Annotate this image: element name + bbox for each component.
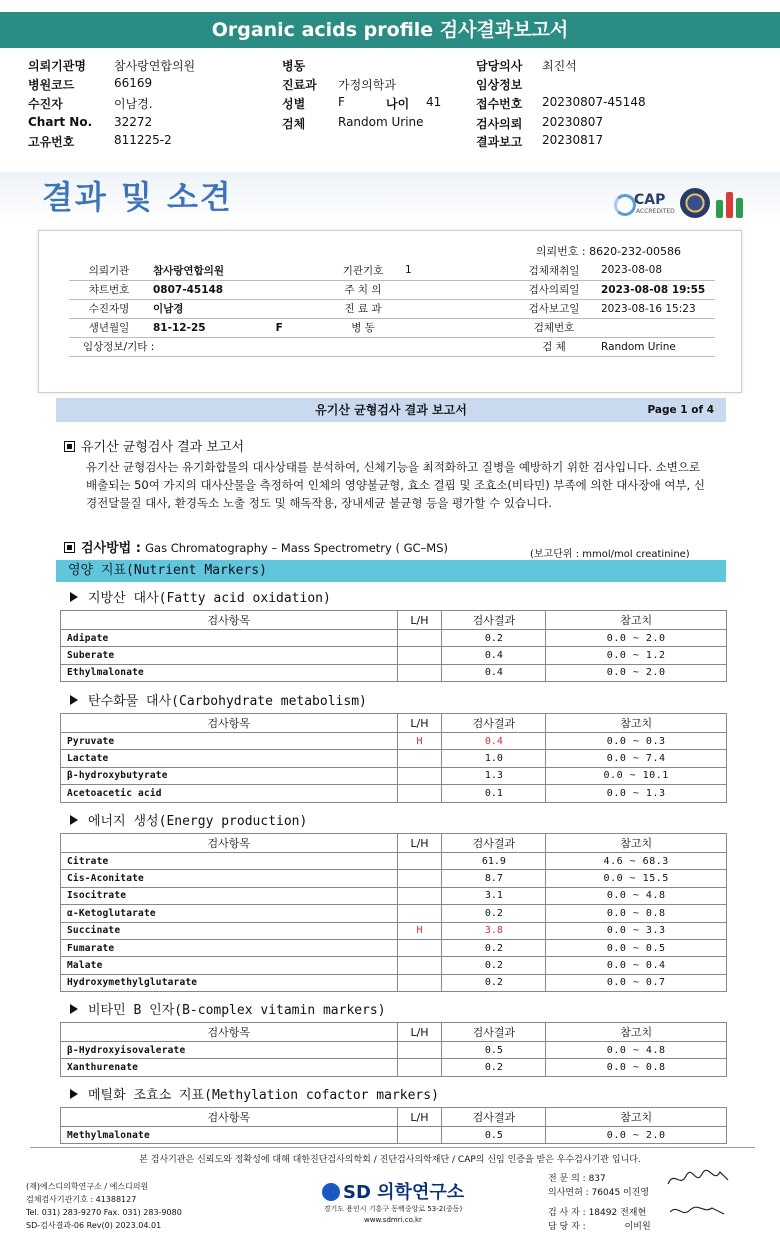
info-label: 검체채취일: [511, 261, 597, 280]
info-label: 수진자명: [69, 299, 149, 318]
cell-ref: 0.0 ~ 0.3: [546, 733, 727, 750]
cell-lh: [397, 957, 442, 974]
birth-date: 81-12-25: [153, 321, 206, 334]
column-header-ref: 참고치: [546, 611, 727, 630]
cell-result: 8.7: [442, 870, 546, 887]
cell-ref: 0.0 ~ 15.5: [546, 870, 727, 887]
column-header-lh: L/H: [397, 1023, 442, 1042]
cell-name: β-hydroxybutyrate: [61, 767, 398, 784]
info-value: [401, 318, 511, 337]
table-row: [61, 957, 727, 974]
nutrient-markers-bar: 영양 지표(Nutrient Markers): [56, 560, 726, 582]
result-title: 결과 및 소견: [42, 178, 233, 216]
header-value: 20230807-45148: [542, 95, 646, 109]
category-heading: [70, 810, 307, 829]
cell-name: Lactate: [61, 750, 398, 767]
cell-result: 3.1: [442, 887, 546, 904]
intro-heading-text: 유기산 균형검사 결과 보고서: [81, 440, 245, 455]
header-value: 이남경.: [114, 97, 153, 111]
cell-result: 0.4: [442, 664, 546, 681]
cell-ref: 0.0 ~ 0.7: [546, 974, 727, 991]
cell-name: Suberate: [61, 647, 398, 664]
result-table: [60, 713, 727, 803]
cell-lh: [397, 630, 442, 647]
info-value: 0807-45148: [149, 280, 325, 299]
table-row: [61, 785, 727, 802]
column-header-result: 검사결과: [442, 1023, 546, 1042]
info-label: 검 체: [511, 337, 597, 356]
triangle-bullet-icon: [70, 1089, 78, 1099]
table-row: [61, 630, 727, 647]
address-text: 경기도 용인시 기흥구 동백중앙로 53-2(중동): [323, 1205, 463, 1213]
info-label: 의뢰기관: [69, 261, 149, 280]
doctor-signature-icon: [664, 1168, 734, 1190]
column-header-lh: L/H: [397, 1108, 442, 1127]
header-value: F: [338, 95, 345, 109]
sign-row: [548, 1220, 649, 1234]
cell-name: Isocitrate: [61, 887, 398, 904]
cell-ref: 0.0 ~ 1.3: [546, 785, 727, 802]
header-row: [28, 115, 768, 133]
table-row: [61, 939, 727, 956]
lab-name: (재)에스디의학연구소 / 에스디의원: [26, 1182, 149, 1191]
cell-name: Cis-Aconitate: [61, 870, 398, 887]
header-label: 결과보고: [476, 135, 523, 149]
header-value: 66169: [114, 76, 153, 90]
cell-ref: 0.0 ~ 10.1: [546, 767, 727, 784]
header-row: [28, 133, 768, 151]
info-value: [401, 299, 511, 318]
header-label: 수진자: [28, 97, 63, 111]
cell-result: 0.5: [442, 1127, 546, 1144]
triangle-bullet-icon: [70, 1004, 78, 1014]
sex-value: F: [275, 321, 283, 334]
method-heading: [64, 537, 448, 556]
header-label: Chart No.: [28, 115, 93, 129]
seal-logo-icon: [680, 188, 710, 218]
result-table: [60, 833, 727, 992]
header-label: 검사의뢰: [476, 117, 523, 131]
square-bullet-icon: [64, 441, 75, 452]
result-table: [60, 610, 727, 682]
sd-logo: [322, 1178, 464, 1204]
cell-name: α-Ketoglutarate: [61, 905, 398, 922]
result-table: [60, 1107, 727, 1144]
table-row: [61, 853, 727, 870]
category-heading: [70, 587, 331, 606]
cell-lh: [397, 1042, 442, 1059]
request-info-table: [69, 261, 715, 357]
sign-label: 검 사 자 :: [548, 1208, 586, 1218]
cell-lh: [397, 974, 442, 991]
cap-logo-sub: ACCREDITED: [636, 208, 675, 215]
cell-ref: 0.0 ~ 3.3: [546, 922, 727, 939]
cell-ref: 0.0 ~ 0.5: [546, 939, 727, 956]
column-header-result: 검사결과: [442, 611, 546, 630]
column-header-result: 검사결과: [442, 834, 546, 853]
cell-lh: [397, 939, 442, 956]
column-header-ref: 참고치: [546, 1108, 727, 1127]
footer-note: 본 검사기관은 신뢰도와 정확성에 대해 대한진단검사의학회 / 진단검사의학재단 / CAP의 신임 인증을 받은 우수검사기관 입니다.: [139, 1155, 641, 1165]
column-header-ref: 참고치: [546, 714, 727, 733]
table-header-row: [61, 714, 727, 733]
column-header-item: 검사항목: [61, 1023, 398, 1042]
info-label: 챠트번호: [69, 280, 149, 299]
info-label: 검사보고일: [511, 299, 597, 318]
lab-logo-icon: [716, 188, 744, 218]
header-label: 진료과: [282, 78, 317, 92]
cap-logo-text: CAP: [634, 192, 666, 208]
triangle-bullet-icon: [70, 815, 78, 825]
info-value: 2023-08-08 19:55: [597, 280, 715, 299]
cell-lh: [397, 664, 442, 681]
lab-contact: Tel. 031) 283-9270 Fax. 031) 283-9080: [26, 1208, 182, 1217]
cell-lh: [397, 767, 442, 784]
info-label: 기관기호: [325, 261, 401, 280]
cell-name: Citrate: [61, 853, 398, 870]
page-number: Page 1 of 4: [647, 404, 714, 416]
info-label: 병 동: [325, 318, 401, 337]
header-label: 임상정보: [476, 78, 523, 92]
sign-label: 전 문 의 :: [548, 1174, 586, 1184]
sd-logo-text: SD 의학연구소: [343, 1182, 465, 1203]
cell-name: β-Hydroxyisovalerate: [61, 1042, 398, 1059]
header-label: 의뢰기관명: [28, 59, 86, 73]
info-label: 진 료 과: [325, 299, 401, 318]
cell-name: Xanthurenate: [61, 1059, 398, 1076]
column-header-item: 검사항목: [61, 1108, 398, 1127]
header-value: 최진석: [542, 59, 577, 73]
sd-logo-icon: [322, 1183, 340, 1201]
table-row: [61, 870, 727, 887]
table-row: [61, 905, 727, 922]
intro-text: 유기산 균형검사는 유기화합물의 대사상태를 분석하여, 신체기능을 최적화하고 질병을 예방하기 위한 검사입니다. 소변으로 배출되는 50여 가지의 대사산물을 측정하여 인체의 영양불균형, 효소 결핍 및 조효소(비타민) 부족에 의한 대사장애 여부, 신경전달물질 대사, 환경독소 노출 정도 및 해독작용, 장내세균 불균형 등을 평가할 수 있습니다.: [86, 460, 705, 510]
table-row: [61, 664, 727, 681]
table-row: [61, 733, 727, 750]
table-header-row: [61, 834, 727, 853]
header-value: 참사랑연합의원: [114, 59, 196, 73]
table-row: [61, 887, 727, 904]
cell-result: 1.0: [442, 750, 546, 767]
cell-ref: 0.0 ~ 4.8: [546, 1042, 727, 1059]
table-row: [61, 647, 727, 664]
header-label: 병동: [282, 59, 306, 73]
cell-result: 0.2: [442, 630, 546, 647]
category-heading: [70, 690, 367, 709]
header-label: 접수번호: [476, 97, 523, 111]
cell-lh: [397, 1059, 442, 1076]
request-info-box: [38, 230, 742, 393]
cell-result: 0.4: [442, 647, 546, 664]
header-row: [28, 57, 768, 75]
cell-lh: H: [397, 733, 442, 750]
lab-address: [308, 1204, 478, 1226]
column-header-lh: L/H: [397, 611, 442, 630]
triangle-bullet-icon: [70, 592, 78, 602]
column-header-ref: 참고치: [546, 834, 727, 853]
sign-value: 76045 이진영: [591, 1188, 650, 1198]
sign-row: [548, 1206, 649, 1220]
cell-ref: 4.6 ~ 68.3: [546, 853, 727, 870]
column-header-result: 검사결과: [442, 1108, 546, 1127]
column-header-item: 검사항목: [61, 714, 398, 733]
category-title: 에너지 생성(Energy production): [88, 814, 308, 829]
column-header-lh: L/H: [397, 714, 442, 733]
table-row: [61, 767, 727, 784]
cell-result: 0.2: [442, 957, 546, 974]
info-value: 1: [401, 261, 511, 280]
header-row: [28, 95, 768, 113]
category-title: 비타민 B 인자(B-complex vitamin markers): [88, 1003, 386, 1018]
cell-lh: [397, 905, 442, 922]
footer-lab-info: [26, 1180, 182, 1232]
category-heading: [70, 1084, 439, 1103]
category-title: 메틸화 조효소 지표(Methylation cofactor markers): [88, 1088, 439, 1103]
info-label: 주 치 의: [325, 280, 401, 299]
cell-name: Methylmalonate: [61, 1127, 398, 1144]
request-number: 의뢰번호 : 8620-232-00586: [535, 245, 681, 258]
info-value: 이남경: [149, 299, 325, 318]
cell-ref: 0.0 ~ 0.8: [546, 905, 727, 922]
header-value: 20230817: [542, 133, 604, 147]
tester-signature-icon: [664, 1200, 734, 1222]
cell-result: 1.3: [442, 767, 546, 784]
cell-result: 0.5: [442, 1042, 546, 1059]
table-row: [61, 922, 727, 939]
table-row: [61, 1059, 727, 1076]
info-value: 참사랑연합의원: [149, 261, 325, 280]
report-title: Organic acids profile 검사결과보고서: [0, 12, 780, 48]
report-subtitle-bar: [56, 398, 726, 422]
category-title: 탄수화물 대사(Carbohydrate metabolism): [88, 694, 367, 709]
info-value: [149, 318, 325, 337]
header-label: 고유번호: [28, 135, 75, 149]
triangle-bullet-icon: [70, 695, 78, 705]
cell-ref: 0.0 ~ 0.8: [546, 1059, 727, 1076]
cell-ref: 0.0 ~ 7.4: [546, 750, 727, 767]
signature-block: [548, 1172, 649, 1234]
cell-ref: 0.0 ~ 1.2: [546, 647, 727, 664]
form-revision: SD-검사결과-06 Rev(0) 2023.04.01: [26, 1221, 162, 1230]
column-header-lh: L/H: [397, 834, 442, 853]
header-row: [28, 76, 768, 94]
table-row: [61, 750, 727, 767]
column-header-item: 검사항목: [61, 611, 398, 630]
cell-lh: [397, 853, 442, 870]
sign-value: 837: [588, 1174, 606, 1184]
square-bullet-icon: [64, 542, 75, 553]
cell-result: 3.8: [442, 922, 546, 939]
table-header-row: [61, 1023, 727, 1042]
cell-lh: [397, 870, 442, 887]
sign-value: 18492 전재현: [588, 1208, 647, 1218]
cell-name: Acetoacetic acid: [61, 785, 398, 802]
info-value: 2023-08-16 15:23: [597, 299, 715, 318]
info-label: 임상정보/기타 :: [69, 337, 511, 356]
cell-ref: 0.0 ~ 2.0: [546, 664, 727, 681]
cell-lh: [397, 750, 442, 767]
cell-result: 0.2: [442, 1059, 546, 1076]
cell-lh: [397, 647, 442, 664]
header-label: 담당의사: [476, 59, 523, 73]
cell-name: Hydroxymethylglutarate: [61, 974, 398, 991]
footer-divider: [30, 1147, 755, 1148]
sign-row: [548, 1186, 649, 1200]
cell-name: Adipate: [61, 630, 398, 647]
category-title: 지방산 대사(Fatty acid oxidation): [88, 591, 331, 606]
cell-ref: 0.0 ~ 2.0: [546, 630, 727, 647]
header-value: 32272: [114, 115, 153, 129]
header-label: 성별: [282, 97, 306, 111]
column-header-result: 검사결과: [442, 714, 546, 733]
cell-result: 0.2: [442, 939, 546, 956]
info-value: [597, 318, 715, 337]
cell-lh: H: [397, 922, 442, 939]
sign-value: 이비원: [624, 1222, 651, 1232]
unit-note: (보고단위 : mmol/mol creatinine): [530, 549, 690, 560]
header-value: 811225-2: [114, 133, 172, 147]
lab-code: 검체검사기관기호 : 41388127: [26, 1195, 137, 1204]
cap-ring-icon: [614, 194, 636, 216]
report-subtitle: 유기산 균형검사 결과 보고서: [315, 403, 467, 417]
cell-result: 0.4: [442, 733, 546, 750]
cell-name: Fumarate: [61, 939, 398, 956]
info-value: Random Urine: [597, 337, 715, 356]
cell-name: Pyruvate: [61, 733, 398, 750]
header-value: Random Urine: [338, 115, 424, 129]
header-value: 가정의학과: [338, 78, 396, 92]
sign-row: [548, 1172, 649, 1186]
column-header-ref: 참고치: [546, 1023, 727, 1042]
column-header-item: 검사항목: [61, 834, 398, 853]
cell-result: 0.2: [442, 905, 546, 922]
age-value: 41: [426, 95, 442, 109]
cell-ref: 0.0 ~ 4.8: [546, 887, 727, 904]
info-value: 2023-08-08: [597, 261, 715, 280]
age-label: 나이: [386, 97, 410, 111]
method-label: 검사방법 :: [81, 541, 141, 556]
header-label: 병원코드: [28, 78, 75, 92]
cell-result: 61.9: [442, 853, 546, 870]
table-header-row: [61, 611, 727, 630]
cell-ref: 0.0 ~ 2.0: [546, 1127, 727, 1144]
cell-result: 0.2: [442, 974, 546, 991]
cell-lh: [397, 785, 442, 802]
info-label: 생년월일: [69, 318, 149, 337]
table-row: [61, 1127, 727, 1144]
cell-name: Succinate: [61, 922, 398, 939]
method-value: Gas Chromatography – Mass Spectrometry ( GC–MS): [145, 541, 449, 555]
cell-lh: [397, 1127, 442, 1144]
cell-ref: 0.0 ~ 0.4: [546, 957, 727, 974]
category-heading: [70, 999, 386, 1018]
website-text: www.sdmri.co.kr: [364, 1216, 422, 1224]
header-value: 20230807: [542, 115, 604, 129]
sign-label: 의사면허 :: [548, 1188, 589, 1198]
table-header-row: [61, 1108, 727, 1127]
info-value: [401, 280, 511, 299]
result-table: [60, 1022, 727, 1077]
cell-name: Ethylmalonate: [61, 664, 398, 681]
header-label: 검체: [282, 117, 306, 131]
intro-heading: [64, 436, 244, 455]
table-row: [61, 1042, 727, 1059]
cell-result: 0.1: [442, 785, 546, 802]
cell-name: Malate: [61, 957, 398, 974]
sign-label: 담 당 자 :: [548, 1222, 586, 1232]
info-label: 검체번호: [511, 318, 597, 337]
cap-accredited-logo: [614, 192, 676, 220]
cell-lh: [397, 887, 442, 904]
info-label: 검사의뢰일: [511, 280, 597, 299]
table-row: [61, 974, 727, 991]
